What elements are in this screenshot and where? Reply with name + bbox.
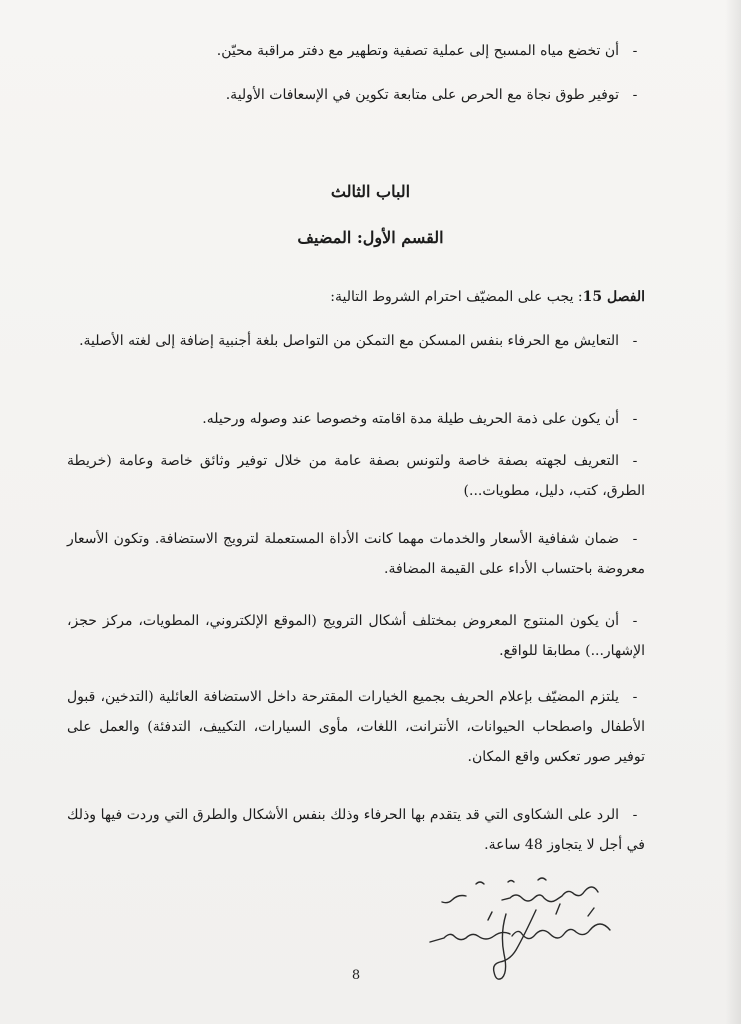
chapter-intro-text: : يجب على المضيّف احترام الشروط التالية:	[330, 289, 583, 305]
condition-text: يلتزم المضيّف بإعلام الحريف بجميع الخيارات المقترحة داخل الاستضافة العائلية (التدخين، قبول الأطفال واصطحاب الحيوانات، الأنترانت، اللغات، مأوى السيارات، التكييف، التدفئة) والعمل على توفير صور تعكس واقع المكان.	[67, 689, 645, 765]
condition-item	[67, 404, 645, 434]
bullet-dash: -	[632, 531, 638, 547]
condition-item	[67, 524, 645, 584]
condition-text: أن يكون المنتوج المعروض بمختلف أشكال الترويج (الموقع الإلكتروني، المطويات، مركز حجز، الإشهار...) مطابقا للواقع.	[67, 613, 645, 659]
list-item	[67, 36, 645, 66]
bullet-dash: -	[632, 333, 638, 349]
condition-text: ضمان شفافية الأسعار والخدمات مهما كانت الأداة المستعملة لترويج الاستضافة. وتكون الأسعار معروضة باحتساب الأداء على القيمة المضافة.	[67, 531, 645, 577]
chapter-label: الفصل 15	[582, 289, 645, 305]
list-item	[67, 80, 645, 110]
bullet-dash: -	[632, 43, 638, 59]
handwritten-signature	[388, 870, 618, 980]
bullet-dash: -	[632, 453, 638, 469]
condition-text: الرد على الشكاوى التي قد يتقدم بها الحرفاء وذلك بنفس الأشكال والطرق التي وردت فيها وذلك في أجل لا يتجاوز 48 ساعة.	[67, 807, 645, 853]
condition-item	[67, 446, 645, 506]
bullet-dash: -	[632, 613, 638, 629]
bullet-dash: -	[632, 807, 638, 823]
chapter-intro	[67, 282, 645, 312]
bullet-dash: -	[632, 411, 638, 427]
condition-text: التعايش مع الحرفاء بنفس المسكن مع التمكن من التواصل بلغة أجنبية إضافة إلى لغته الأصلية.	[79, 333, 619, 349]
page-number: 8	[351, 968, 361, 983]
condition-text: التعريف لجهته بصفة خاصة ولتونس بصفة عامة من خلال توفير وثائق خاصة وعامة (خريطة الطرق، كتب، دليل، مطويات...)	[67, 453, 645, 499]
subsection-title: القسم الأول: المضيف	[297, 228, 444, 247]
condition-item	[67, 326, 645, 356]
bullet-dash: -	[632, 87, 638, 103]
condition-text: أن يكون على ذمة الحريف طيلة مدة اقامته وخصوصا عند وصوله ورحيله.	[202, 411, 619, 427]
list-item-text: توفير طوق نجاة مع الحرص على متابعة تكوين في الإسعافات الأولية.	[225, 87, 619, 103]
bullet-dash: -	[632, 689, 638, 705]
list-item-text: أن تخضع مياه المسبح إلى عملية تصفية وتطهير مع دفتر مراقبة محيّن.	[216, 43, 619, 59]
condition-item	[67, 800, 645, 860]
condition-item	[67, 682, 645, 772]
condition-item	[67, 606, 645, 666]
section-title: الباب الثالث	[330, 182, 411, 201]
